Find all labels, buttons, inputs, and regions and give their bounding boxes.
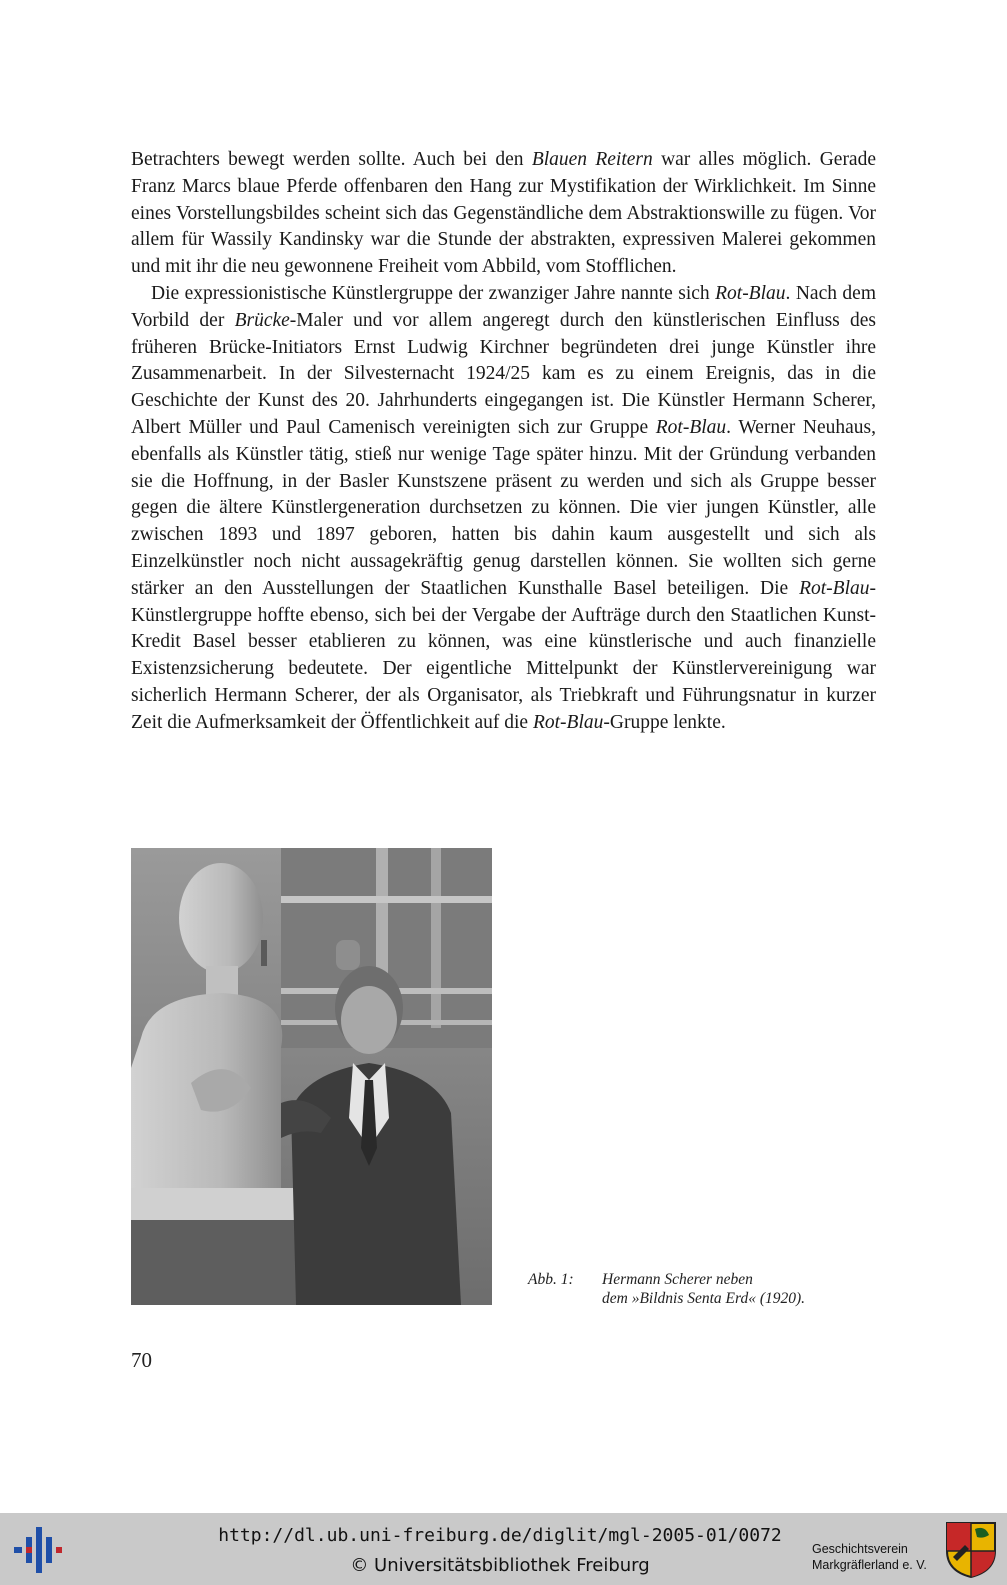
- italic-term: Rot-Blau: [715, 282, 786, 304]
- italic-term: Rot-Blau: [532, 711, 604, 733]
- paragraph-2: Die expressionistische Künstlergruppe der zwanziger Jahre nannte sich Rot-Blau. Nach dem Vorbild der Brücke-Maler und vor allem angeregt durch den künstlerischen Einfluss des früheren Brücke-Initiators Ernst Ludwig Kirchner begründeten drei junge Künstler ihre Zusammenarbeit. In der Silvesternacht 1924/25 kam es zu einem Ereignis, das in die Geschichte der Kunst des 20. Jahrhunderts eingegangen ist. Die Künstler Hermann Scherer, Albert Müller und Paul Camenisch vereinigten sich zur Gruppe Rot-Blau. Werner Neuhaus, ebenfalls als Künstler tätig, stieß nur wenige Tage später hinzu. Mit der Gründung verbanden sie die Hoffnung, in der Basler Kunstszene präsent zu werden und sich als Gruppe besser gegen die ältere Künstlergeneration durchsetzen zu können. Die vier jungen Künstler, alle zwischen 1893 und 1897 geboren, hatten bis dahin kaum ausgestellt und sich als Einzelkünstler noch nicht aussagekräftig genug darstellen können. Sie wollten sich gerne stärker an den Ausstellungen der Staatlichen Kunsthalle Basel beteiligen. Die Rot-Blau-Künstlergruppe hoffte ebenso, sich bei der Vergabe der Aufträge durch den Staatlichen Kunst-Kredit Basel besser etablieren zu können, was eine künstlerische und auch finanzielle Existenzsicherung bedeutete. Der eigentliche Mittelpunkt der Künstlervereinigung war sicherlich Hermann Scherer, der als Organisator, als Triebkraft und Führungsnatur in kurzer Zeit die Aufmerksamkeit der Öffentlichkeit auf die Rot-Blau-Gruppe lenkte.: [131, 282, 877, 733]
- figure-label: Abb. 1:: [528, 1271, 574, 1288]
- figure-photo: [131, 848, 492, 1305]
- italic-term: Brücke: [234, 309, 290, 331]
- caption-line-2: dem »Bildnis Senta Erd« (1920).: [602, 1290, 806, 1307]
- italic-term: Rot-Blau: [655, 416, 727, 438]
- society-name: [812, 1541, 947, 1573]
- coat-of-arms-icon: [945, 1521, 997, 1579]
- italic-term: Blauen Reitern: [531, 149, 653, 170]
- footer-bar: [0, 1513, 1007, 1585]
- page-number: 70: [131, 1348, 152, 1372]
- italic-term: Rot-Blau: [799, 577, 870, 599]
- document-url[interactable]: http://dl.ub.uni-freiburg.de/diglit/mgl-2005-01/0072: [218, 1525, 782, 1546]
- copyright-text: © Universitätsbibliothek Freiburg: [350, 1555, 650, 1576]
- society-line-2: Markgräflerland e. V.: [812, 1558, 927, 1572]
- ub-freiburg-logo-icon[interactable]: [12, 1523, 64, 1575]
- figure-caption-text: [602, 1270, 902, 1308]
- caption-line-1: Hermann Scherer neben: [602, 1271, 753, 1288]
- body-text: [131, 147, 876, 737]
- paragraph-1: Betrachters bewegt werden sollte. Auch bei den Blauen Reitern war alles möglich. Gerade Franz Marcs blaue Pferde offenbaren den Hang zur Mystifikation der Wirklichkeit. Im Sinne eines Vorstellungsbildes scheint sich das Gegenständliche dem Abstraktionswille zu fügen. Vor allem für Wassily Kandinsky war die Stunde der abstrakten, expressiven Malerei gekommen und mit ihr die neu gewonnene Freiheit vom Abbild, vom Stofflichen.: [131, 149, 876, 278]
- society-line-1: Geschichtsverein: [812, 1542, 908, 1556]
